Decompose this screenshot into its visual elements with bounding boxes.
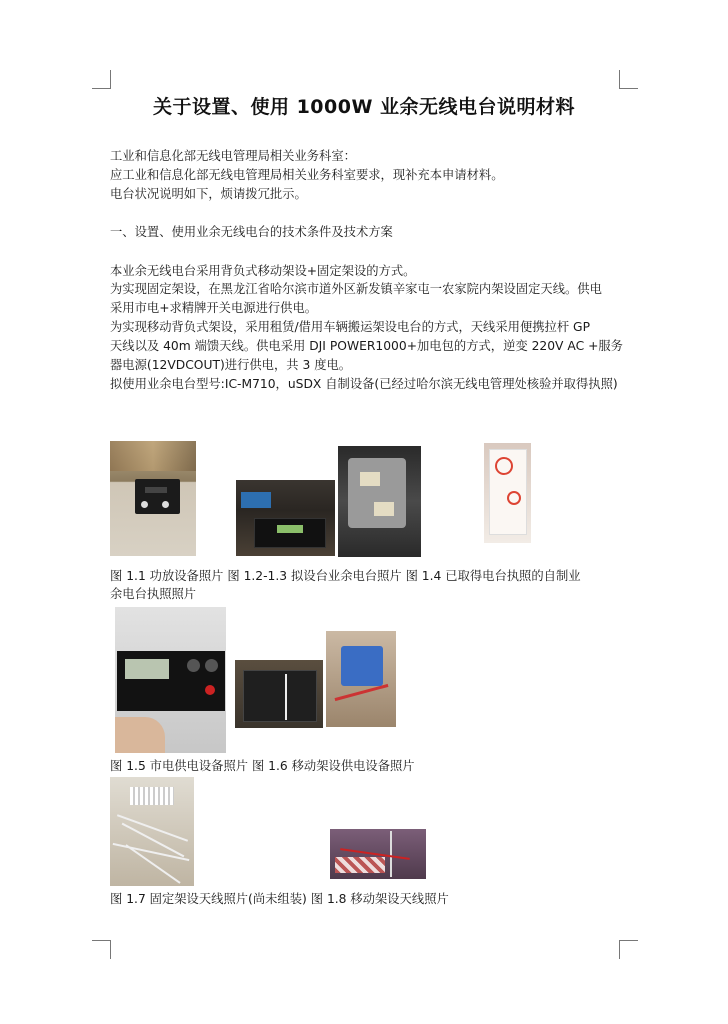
crop-mark-bottom-right — [619, 940, 638, 959]
figure-caption: 余电台执照照片 — [110, 587, 197, 601]
amplifier-photo — [110, 441, 196, 556]
portable-power-photo-2 — [326, 631, 396, 727]
paragraph-line: 电台状况说明如下，烦请拨冗批示。 — [110, 187, 307, 201]
document-title: 关于设置、使用 1000W 业余无线电台说明材料 — [152, 96, 576, 118]
radio-station-photo-2 — [338, 446, 421, 557]
figure-caption: 图 1.7 固定架设天线照片(尚未组装) 图 1.8 移动架设天线照片 — [110, 892, 449, 906]
paragraph-line: 采用市电+求精牌开关电源进行供电。 — [110, 301, 318, 315]
license-photo — [484, 443, 531, 543]
paragraph-line: 为实现移动背负式架设，采用租赁/借用车辆搬运架设电台的方式，天线采用便携拉杆 GP — [110, 320, 590, 334]
portable-antenna-photo — [330, 829, 426, 879]
paragraph-line: 本业余无线电台采用背负式移动架设+固定架设的方式。 — [110, 264, 416, 278]
salutation: 工业和信息化部无线电管理局相关业务科室： — [110, 149, 356, 163]
figure-caption: 图 1.5 市电供电设备照片 图 1.6 移动架设供电设备照片 — [110, 759, 415, 773]
paragraph-line: 拟使用业余电台型号:IC-M710，uSDX 自制设备(已经过哈尔滨无线电管理处核验并取得执照) — [110, 377, 618, 391]
paragraph-line: 应工业和信息化部无线电管理局相关业务科室要求，现补充本申请材料。 — [110, 168, 504, 182]
figure-caption: 图 1.1 功放设备照片 图 1.2-1.3 拟设台业余电台照片 图 1.4 已取得电台执照的自制业 — [110, 569, 581, 583]
section-heading: 一、设置、使用业余无线电台的技术条件及技术方案 — [110, 225, 393, 239]
crop-mark-bottom-left — [92, 940, 111, 959]
paragraph-line: 天线以及 40m 端馈天线。供电采用 DJI POWER1000+加电包的方式，逆变 220V AC +服务 — [110, 339, 623, 353]
fixed-antenna-photo — [110, 777, 194, 886]
portable-power-photo-1 — [235, 660, 323, 728]
crop-mark-top-left — [92, 70, 111, 89]
mains-power-supply-photo — [115, 607, 226, 753]
paragraph-line: 器电源(12VDCOUT)进行供电，共 3 度电。 — [110, 358, 352, 372]
paragraph-line: 为实现固定架设，在黑龙江省哈尔滨市道外区新发镇辛家屯一农家院内架设固定天线。供电 — [110, 282, 602, 296]
radio-station-photo-1 — [236, 480, 335, 556]
crop-mark-top-right — [619, 70, 638, 89]
